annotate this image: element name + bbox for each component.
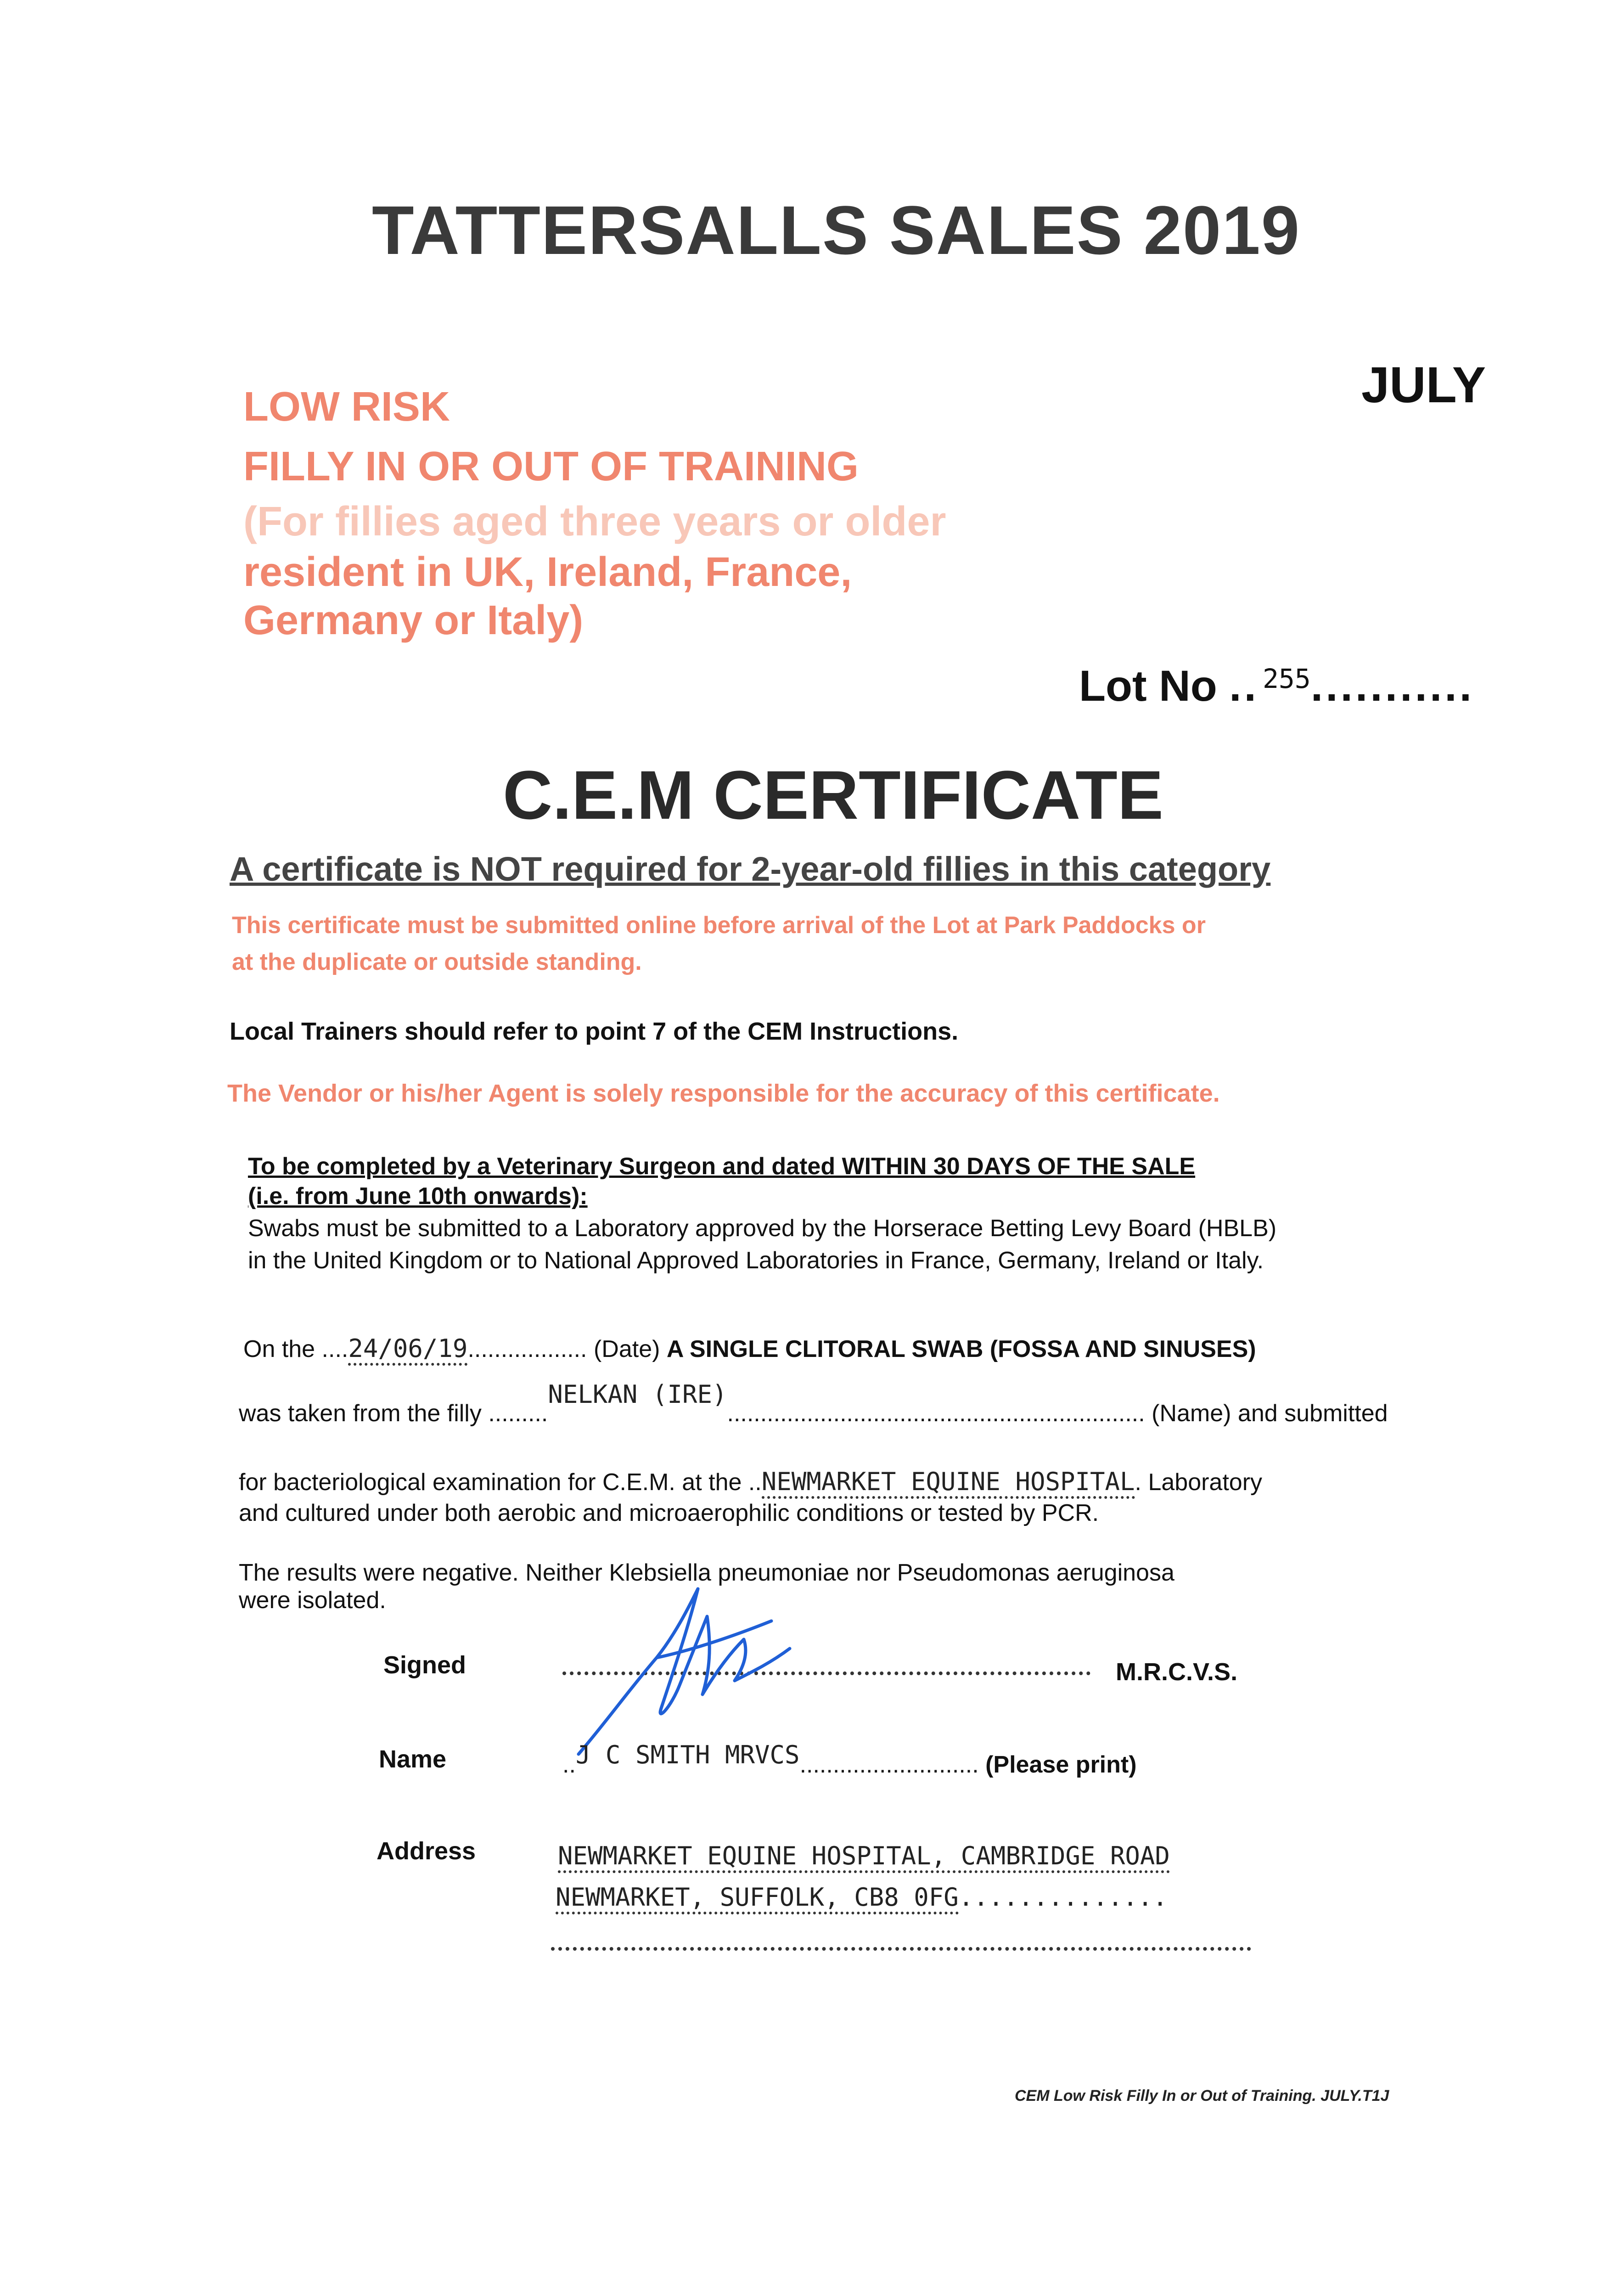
swabs-text-line1: Swabs must be submitted to a Laboratory approved by the Horserace Betting Levy Board (HBLB) xyxy=(248,1215,1277,1242)
category-title: FILLY IN OR OUT OF TRAINING xyxy=(243,444,859,490)
vendor-notice: The Vendor or his/her Agent is solely responsible for the accuracy of this certificate. xyxy=(227,1080,1220,1107)
name-label: Name xyxy=(379,1745,447,1773)
swab-type: A SINGLE CLITORAL SWAB (FOSSA AND SINUSES) xyxy=(666,1336,1256,1362)
mrcvs-label: M.R.C.V.S. xyxy=(1116,1658,1238,1686)
address-line1[interactable]: NEWMARKET EQUINE HOSPITAL, CAMBRIDGE ROAD xyxy=(558,1841,1170,1870)
lab-name[interactable]: NEWMARKET EQUINE HOSPITAL xyxy=(762,1467,1135,1499)
lot-label: Lot No xyxy=(1079,662,1217,710)
category-note-line1: (For fillies aged three years or older xyxy=(243,499,946,545)
cultured-text: and cultured under both aerobic and microaerophilic conditions or tested by PCR. xyxy=(239,1500,1099,1526)
certificate-subtitle: A certificate is NOT required for 2-year-old fillies in this category xyxy=(230,850,1271,888)
results-line2: were isolated. xyxy=(239,1587,386,1614)
page-title: TATTERSALLS SALES 2019 xyxy=(372,191,1301,269)
trainers-notice: Local Trainers should refer to point 7 of the CEM Instructions. xyxy=(230,1018,959,1045)
address-line2[interactable]: NEWMARKET, SUFFOLK, CB8 0FG.............. xyxy=(556,1883,1168,1912)
filly-name[interactable]: NELKAN (IRE) xyxy=(548,1380,727,1409)
filly-row: was taken from the filly .........NELKAN (IRE)............................................................... (Name) and submitted xyxy=(239,1380,1388,1427)
form-code: CEM Low Risk Filly In or Out of Training. JULY.T1J xyxy=(1015,2087,1389,2105)
address-line3[interactable] xyxy=(551,1947,1251,1951)
exam-row: for bacteriological examination for C.E.M. at the ..NEWMARKET EQUINE HOSPITAL. Laboratory xyxy=(239,1467,1262,1496)
sale-month: JULY xyxy=(1361,357,1486,413)
instructions-heading-line2: (i.e. from June 10th onwards): xyxy=(248,1183,588,1210)
certificate-title: C.E.M CERTIFICATE xyxy=(503,756,1163,833)
lot-value: 255 xyxy=(1262,663,1311,694)
risk-level: LOW RISK xyxy=(243,384,450,430)
signed-label: Signed xyxy=(383,1651,466,1679)
signature-scribble xyxy=(551,1570,808,1763)
name-row: ..J C SMITH MRVCS........................... (Please print) xyxy=(562,1740,1137,1778)
date-value[interactable]: 24/06/19 xyxy=(348,1334,467,1366)
vet-name[interactable]: J C SMITH MRVCS xyxy=(575,1740,800,1769)
results-line1: The results were negative. Neither Klebsiella pneumoniae nor Pseudomonas aeruginosa xyxy=(239,1559,1174,1586)
online-notice-line1: This certificate must be submitted online before arrival of the Lot at Park Paddocks or xyxy=(232,912,1206,939)
online-notice-line2: at the duplicate or outside standing. xyxy=(232,949,642,975)
category-note-line3: Germany or Italy) xyxy=(243,597,584,643)
date-row: On the ....24/06/19.................. (Date) A SINGLE CLITORAL SWAB (FOSSA AND SINUSES) xyxy=(243,1334,1256,1363)
category-note-line2: resident in UK, Ireland, France, xyxy=(243,549,852,595)
swabs-text-line2: in the United Kingdom or to National Approved Laboratories in France, Germany, Ireland or Italy. xyxy=(248,1247,1264,1274)
lot-number: Lot No .. $^{255}$........... xyxy=(1079,662,1475,710)
instructions-heading-line1: To be completed by a Veterinary Surgeon and dated WITHIN 30 DAYS OF THE SALE xyxy=(248,1153,1196,1180)
address-label: Address xyxy=(376,1837,476,1865)
